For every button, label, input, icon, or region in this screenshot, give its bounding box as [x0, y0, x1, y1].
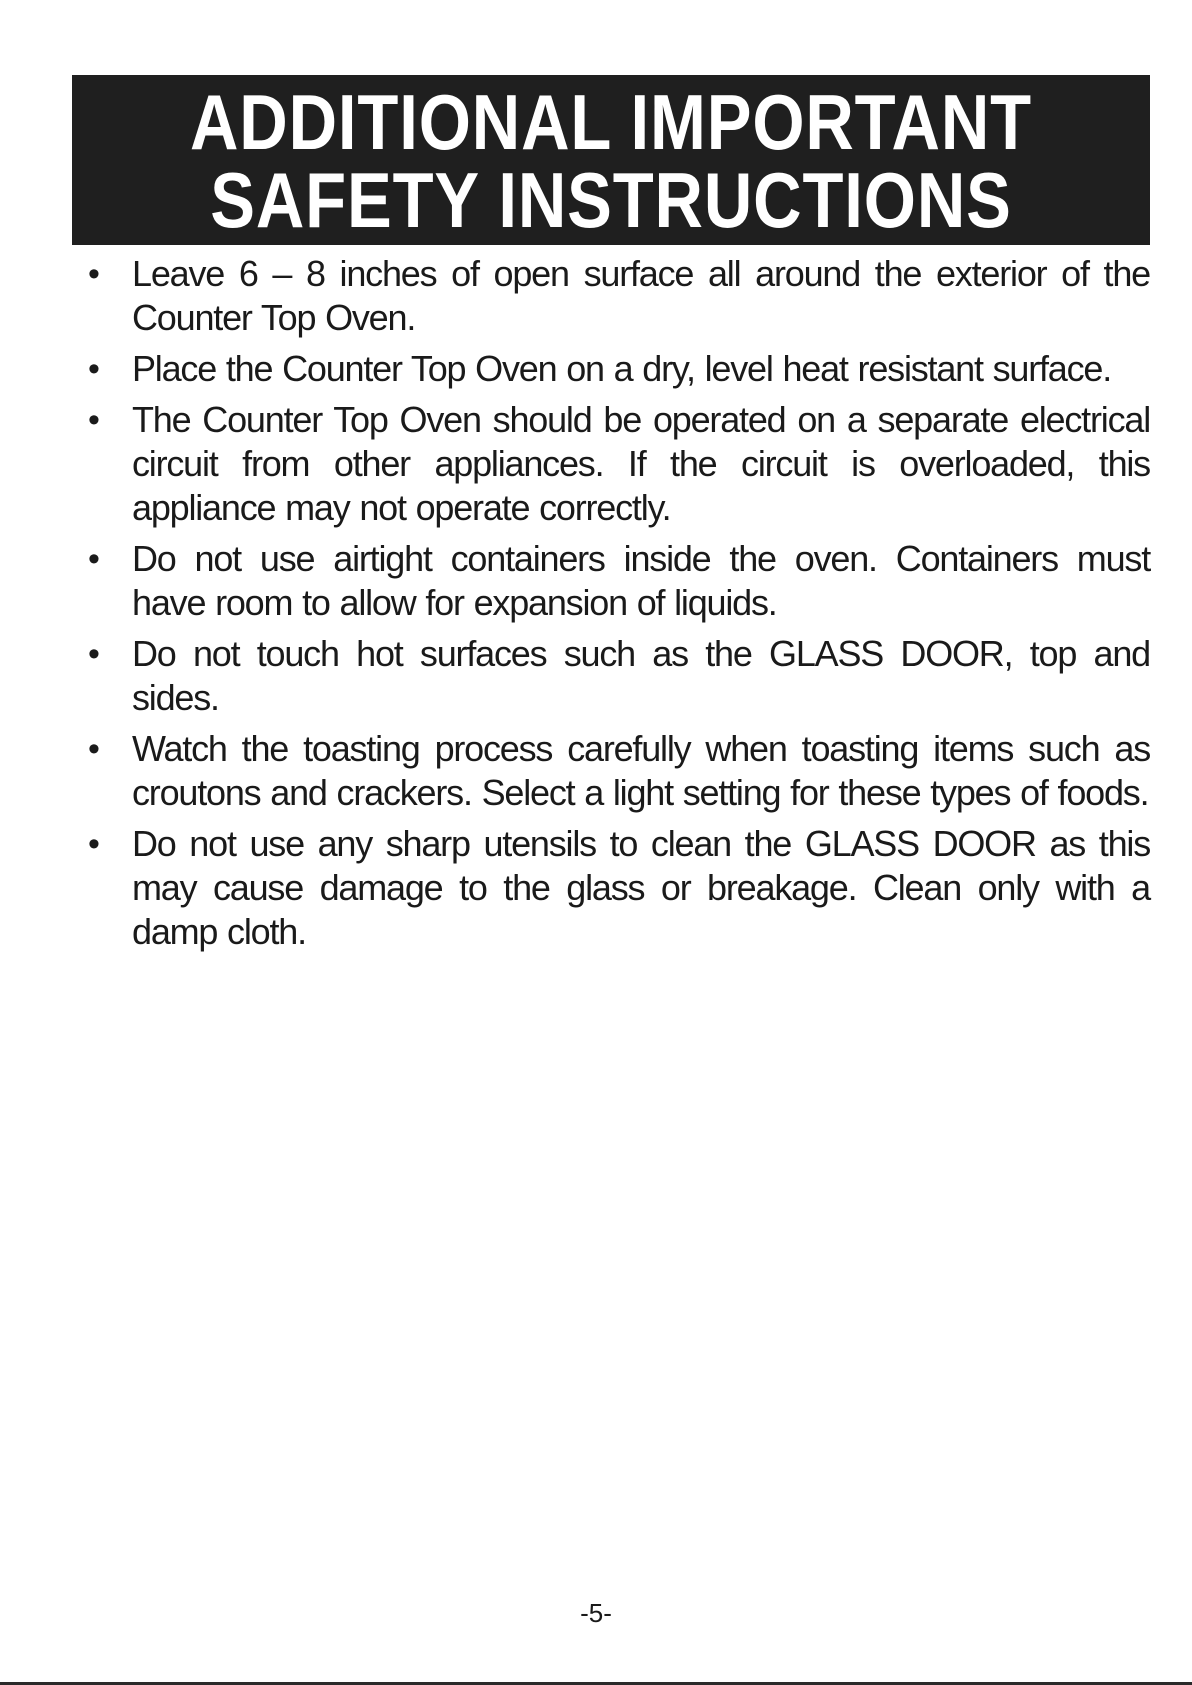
instruction-item	[86, 537, 1150, 625]
bullet-icon: •	[88, 730, 100, 768]
instruction-text: Watch the toasting process carefully when toasting items such as croutons and crackers. Select a light setting for these types of foods.	[132, 728, 1150, 813]
bullet-icon: •	[88, 635, 100, 673]
title-banner	[72, 75, 1150, 245]
instruction-item	[86, 252, 1150, 340]
instruction-item	[86, 727, 1150, 815]
bullet-icon: •	[88, 350, 100, 388]
instruction-text: Place the Counter Top Oven on a dry, level heat resistant surface.	[132, 348, 1112, 389]
instruction-item	[86, 347, 1150, 391]
bullet-icon: •	[88, 401, 100, 439]
page-number: -5-	[580, 1598, 612, 1628]
title-line-2: SAFETY INSTRUCTIONS	[210, 156, 1012, 244]
instruction-item	[86, 632, 1150, 720]
bullet-icon: •	[88, 255, 100, 293]
instruction-text: The Counter Top Oven should be operated on a separate electrical circuit from other appliances. If the circuit is overloaded, this appliance may not operate correctly.	[132, 399, 1150, 528]
bullet-icon: •	[88, 540, 100, 578]
instruction-text: Leave 6 – 8 inches of open surface all around the exterior of the Counter Top Oven.	[132, 253, 1150, 338]
safety-instructions-list	[86, 252, 1150, 961]
instruction-text: Do not use any sharp utensils to clean the GLASS DOOR as this may cause damage to the glass or breakage. Clean only with a damp cloth.	[132, 823, 1150, 952]
instruction-item	[86, 398, 1150, 530]
bullet-icon: •	[88, 825, 100, 863]
instruction-item	[86, 822, 1150, 954]
title-line-1: ADDITIONAL IMPORTANT	[190, 78, 1032, 166]
instruction-text: Do not use airtight containers inside the oven. Containers must have room to allow for expansion of liquids.	[132, 538, 1150, 623]
instruction-text: Do not touch hot surfaces such as the GLASS DOOR, top and sides.	[132, 633, 1150, 718]
